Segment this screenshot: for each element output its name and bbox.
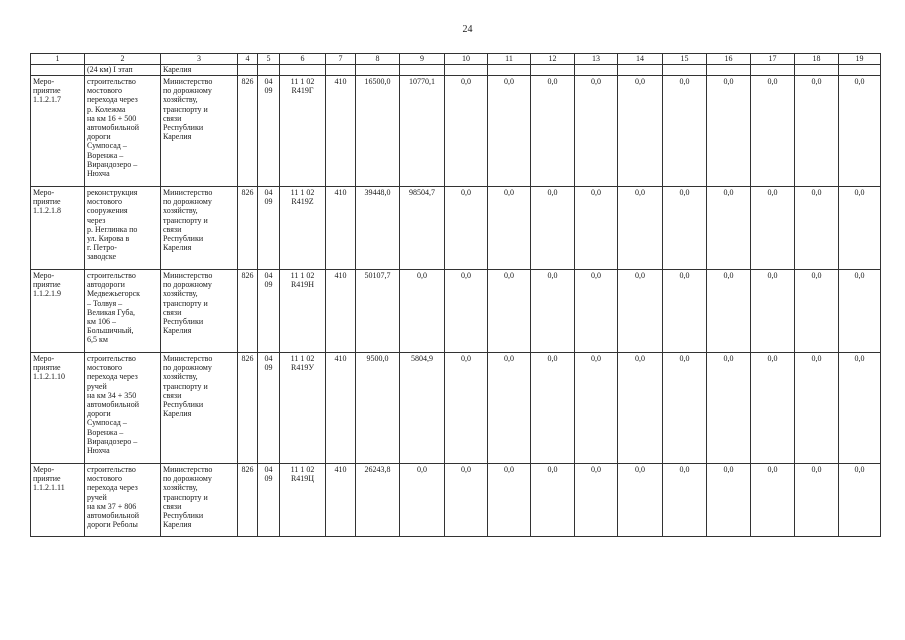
code-cell: 410: [326, 270, 356, 353]
measure-cell: Меро- приятие 1.1.2.1.9: [31, 270, 85, 353]
value-cell: 0,0: [488, 187, 531, 270]
column-header: 7: [326, 54, 356, 65]
code-cell: 826: [238, 270, 258, 353]
value-cell: 0,0: [795, 187, 839, 270]
value-cell: 0,0: [618, 270, 663, 353]
value-cell: 0,0: [445, 464, 488, 537]
column-header: 5: [258, 54, 280, 65]
column-header: 11: [488, 54, 531, 65]
table-row: [31, 187, 881, 270]
value-cell: 0,0: [531, 76, 575, 187]
code-cell: 410: [326, 464, 356, 537]
description-cell: реконструкция мостового сооружения через р. Неглинка по ул. Кирова в г. Петро- заводске: [85, 187, 161, 270]
table-row: [31, 464, 881, 537]
value-cell: 0,0: [795, 270, 839, 353]
value-cell: 0,0: [707, 76, 751, 187]
value-cell: 0,0: [663, 76, 707, 187]
measure-cell: Меро- приятие 1.1.2.1.11: [31, 464, 85, 537]
code-cell: 410: [326, 353, 356, 464]
code-cell: 04 09: [258, 187, 280, 270]
value-cell: 0,0: [839, 76, 881, 187]
code-cell: 410: [326, 76, 356, 187]
column-header: 12: [531, 54, 575, 65]
value-cell: 0,0: [531, 353, 575, 464]
value-cell: 0,0: [531, 270, 575, 353]
code-cell: 826: [238, 353, 258, 464]
code-cell: 04 09: [258, 353, 280, 464]
value-cell: 50107,7: [356, 270, 400, 353]
value-cell: 16500,0: [356, 76, 400, 187]
column-header: 10: [445, 54, 488, 65]
description-cell: строительство мостового перехода через ручей на км 37 + 806 автомобильной дороги Реболы: [85, 464, 161, 537]
executor-cell: Министерство по дорожному хозяйству, транспорту и связи Республики Карелия: [161, 187, 238, 270]
measure-cell: Меро- приятие 1.1.2.1.8: [31, 187, 85, 270]
column-header: 16: [707, 54, 751, 65]
column-header: 17: [751, 54, 795, 65]
value-cell: 0,0: [839, 464, 881, 537]
column-header: 6: [280, 54, 326, 65]
value-cell: 0,0: [839, 270, 881, 353]
value-cell: 0,0: [618, 353, 663, 464]
measure-cell: Меро- приятие 1.1.2.1.10: [31, 353, 85, 464]
value-cell: 0,0: [839, 353, 881, 464]
value-cell: 0,0: [445, 353, 488, 464]
code-cell: 04 09: [258, 270, 280, 353]
column-header: 1: [31, 54, 85, 65]
column-header: 13: [575, 54, 618, 65]
code-cell: 11 1 02 R419Z: [280, 187, 326, 270]
code-cell: 11 1 02 R419Ц: [280, 464, 326, 537]
value-cell: 0,0: [663, 353, 707, 464]
executor-cell: Министерство по дорожному хозяйству, транспорту и связи Республики Карелия: [161, 464, 238, 537]
executor-cell: Министерство по дорожному хозяйству, транспорту и связи Республики Карелия: [161, 76, 238, 187]
value-cell: 0,0: [751, 187, 795, 270]
column-header: 18: [795, 54, 839, 65]
executor-cell: Министерство по дорожному хозяйству, транспорту и связи Республики Карелия: [161, 270, 238, 353]
value-cell: 0,0: [751, 464, 795, 537]
value-cell: 0,0: [795, 353, 839, 464]
column-header: 19: [839, 54, 881, 65]
code-cell: 04 09: [258, 464, 280, 537]
value-cell: 5804,9: [400, 353, 445, 464]
budget-table: [30, 53, 881, 537]
value-cell: 0,0: [751, 270, 795, 353]
description-cell: строительство мостового перехода через р. Колежма на км 16 + 500 автомобильной дороги Сумпосад – Воренжа – Вирандозеро – Нюхча: [85, 76, 161, 187]
column-header: 3: [161, 54, 238, 65]
table-row: [31, 270, 881, 353]
value-cell: 9500,0: [356, 353, 400, 464]
value-cell: 0,0: [751, 353, 795, 464]
code-cell: 11 1 02 R419H: [280, 270, 326, 353]
code-cell: 826: [238, 76, 258, 187]
value-cell: 0,0: [839, 187, 881, 270]
measure-cell: Меро- приятие 1.1.2.1.7: [31, 76, 85, 187]
executor-cell: Министерство по дорожному хозяйству, транспорту и связи Республики Карелия: [161, 353, 238, 464]
value-cell: 0,0: [575, 187, 618, 270]
column-header: 8: [356, 54, 400, 65]
table-row: [31, 76, 881, 187]
value-cell: 0,0: [575, 353, 618, 464]
continuation-row: [31, 65, 881, 76]
value-cell: 0,0: [575, 270, 618, 353]
code-cell: 11 1 02 R419Г: [280, 76, 326, 187]
value-cell: 0,0: [445, 76, 488, 187]
value-cell: 0,0: [488, 353, 531, 464]
code-cell: 410: [326, 187, 356, 270]
description-cell: строительство автодороги Медвежьегорск – Толвуя – Великая Губа, км 106 – Большичный, 6,5 км: [85, 270, 161, 353]
continuation-cell: (24 км) I этап: [85, 65, 161, 76]
value-cell: 98504,7: [400, 187, 445, 270]
value-cell: 0,0: [618, 464, 663, 537]
value-cell: 26243,8: [356, 464, 400, 537]
value-cell: 0,0: [618, 187, 663, 270]
value-cell: 0,0: [663, 464, 707, 537]
value-cell: 0,0: [795, 464, 839, 537]
value-cell: 0,0: [663, 270, 707, 353]
value-cell: 0,0: [400, 464, 445, 537]
code-cell: 11 1 02 R419У: [280, 353, 326, 464]
value-cell: 0,0: [795, 76, 839, 187]
value-cell: 39448,0: [356, 187, 400, 270]
page-number: 24: [462, 24, 473, 35]
column-header: 15: [663, 54, 707, 65]
value-cell: 0,0: [707, 187, 751, 270]
value-cell: 0,0: [488, 464, 531, 537]
code-cell: 826: [238, 464, 258, 537]
value-cell: 0,0: [445, 187, 488, 270]
value-cell: 0,0: [445, 270, 488, 353]
value-cell: 0,0: [531, 464, 575, 537]
column-header: 2: [85, 54, 161, 65]
column-header: 4: [238, 54, 258, 65]
column-header: 9: [400, 54, 445, 65]
value-cell: 0,0: [400, 270, 445, 353]
description-cell: строительство мостового перехода через ручей на км 34 + 350 автомобильной дороги Сумпосад – Воренжа – Вирандозеро – Нюхча: [85, 353, 161, 464]
column-header: 14: [618, 54, 663, 65]
value-cell: 0,0: [707, 464, 751, 537]
header-row: [31, 54, 881, 65]
value-cell: 0,0: [488, 270, 531, 353]
table-row: [31, 353, 881, 464]
value-cell: 10770,1: [400, 76, 445, 187]
value-cell: 0,0: [531, 187, 575, 270]
value-cell: 0,0: [488, 76, 531, 187]
continuation-cell: Карелия: [161, 65, 238, 76]
value-cell: 0,0: [707, 353, 751, 464]
value-cell: 0,0: [663, 187, 707, 270]
code-cell: 826: [238, 187, 258, 270]
code-cell: 04 09: [258, 76, 280, 187]
value-cell: 0,0: [618, 76, 663, 187]
value-cell: 0,0: [751, 76, 795, 187]
value-cell: 0,0: [575, 464, 618, 537]
value-cell: 0,0: [707, 270, 751, 353]
value-cell: 0,0: [575, 76, 618, 187]
